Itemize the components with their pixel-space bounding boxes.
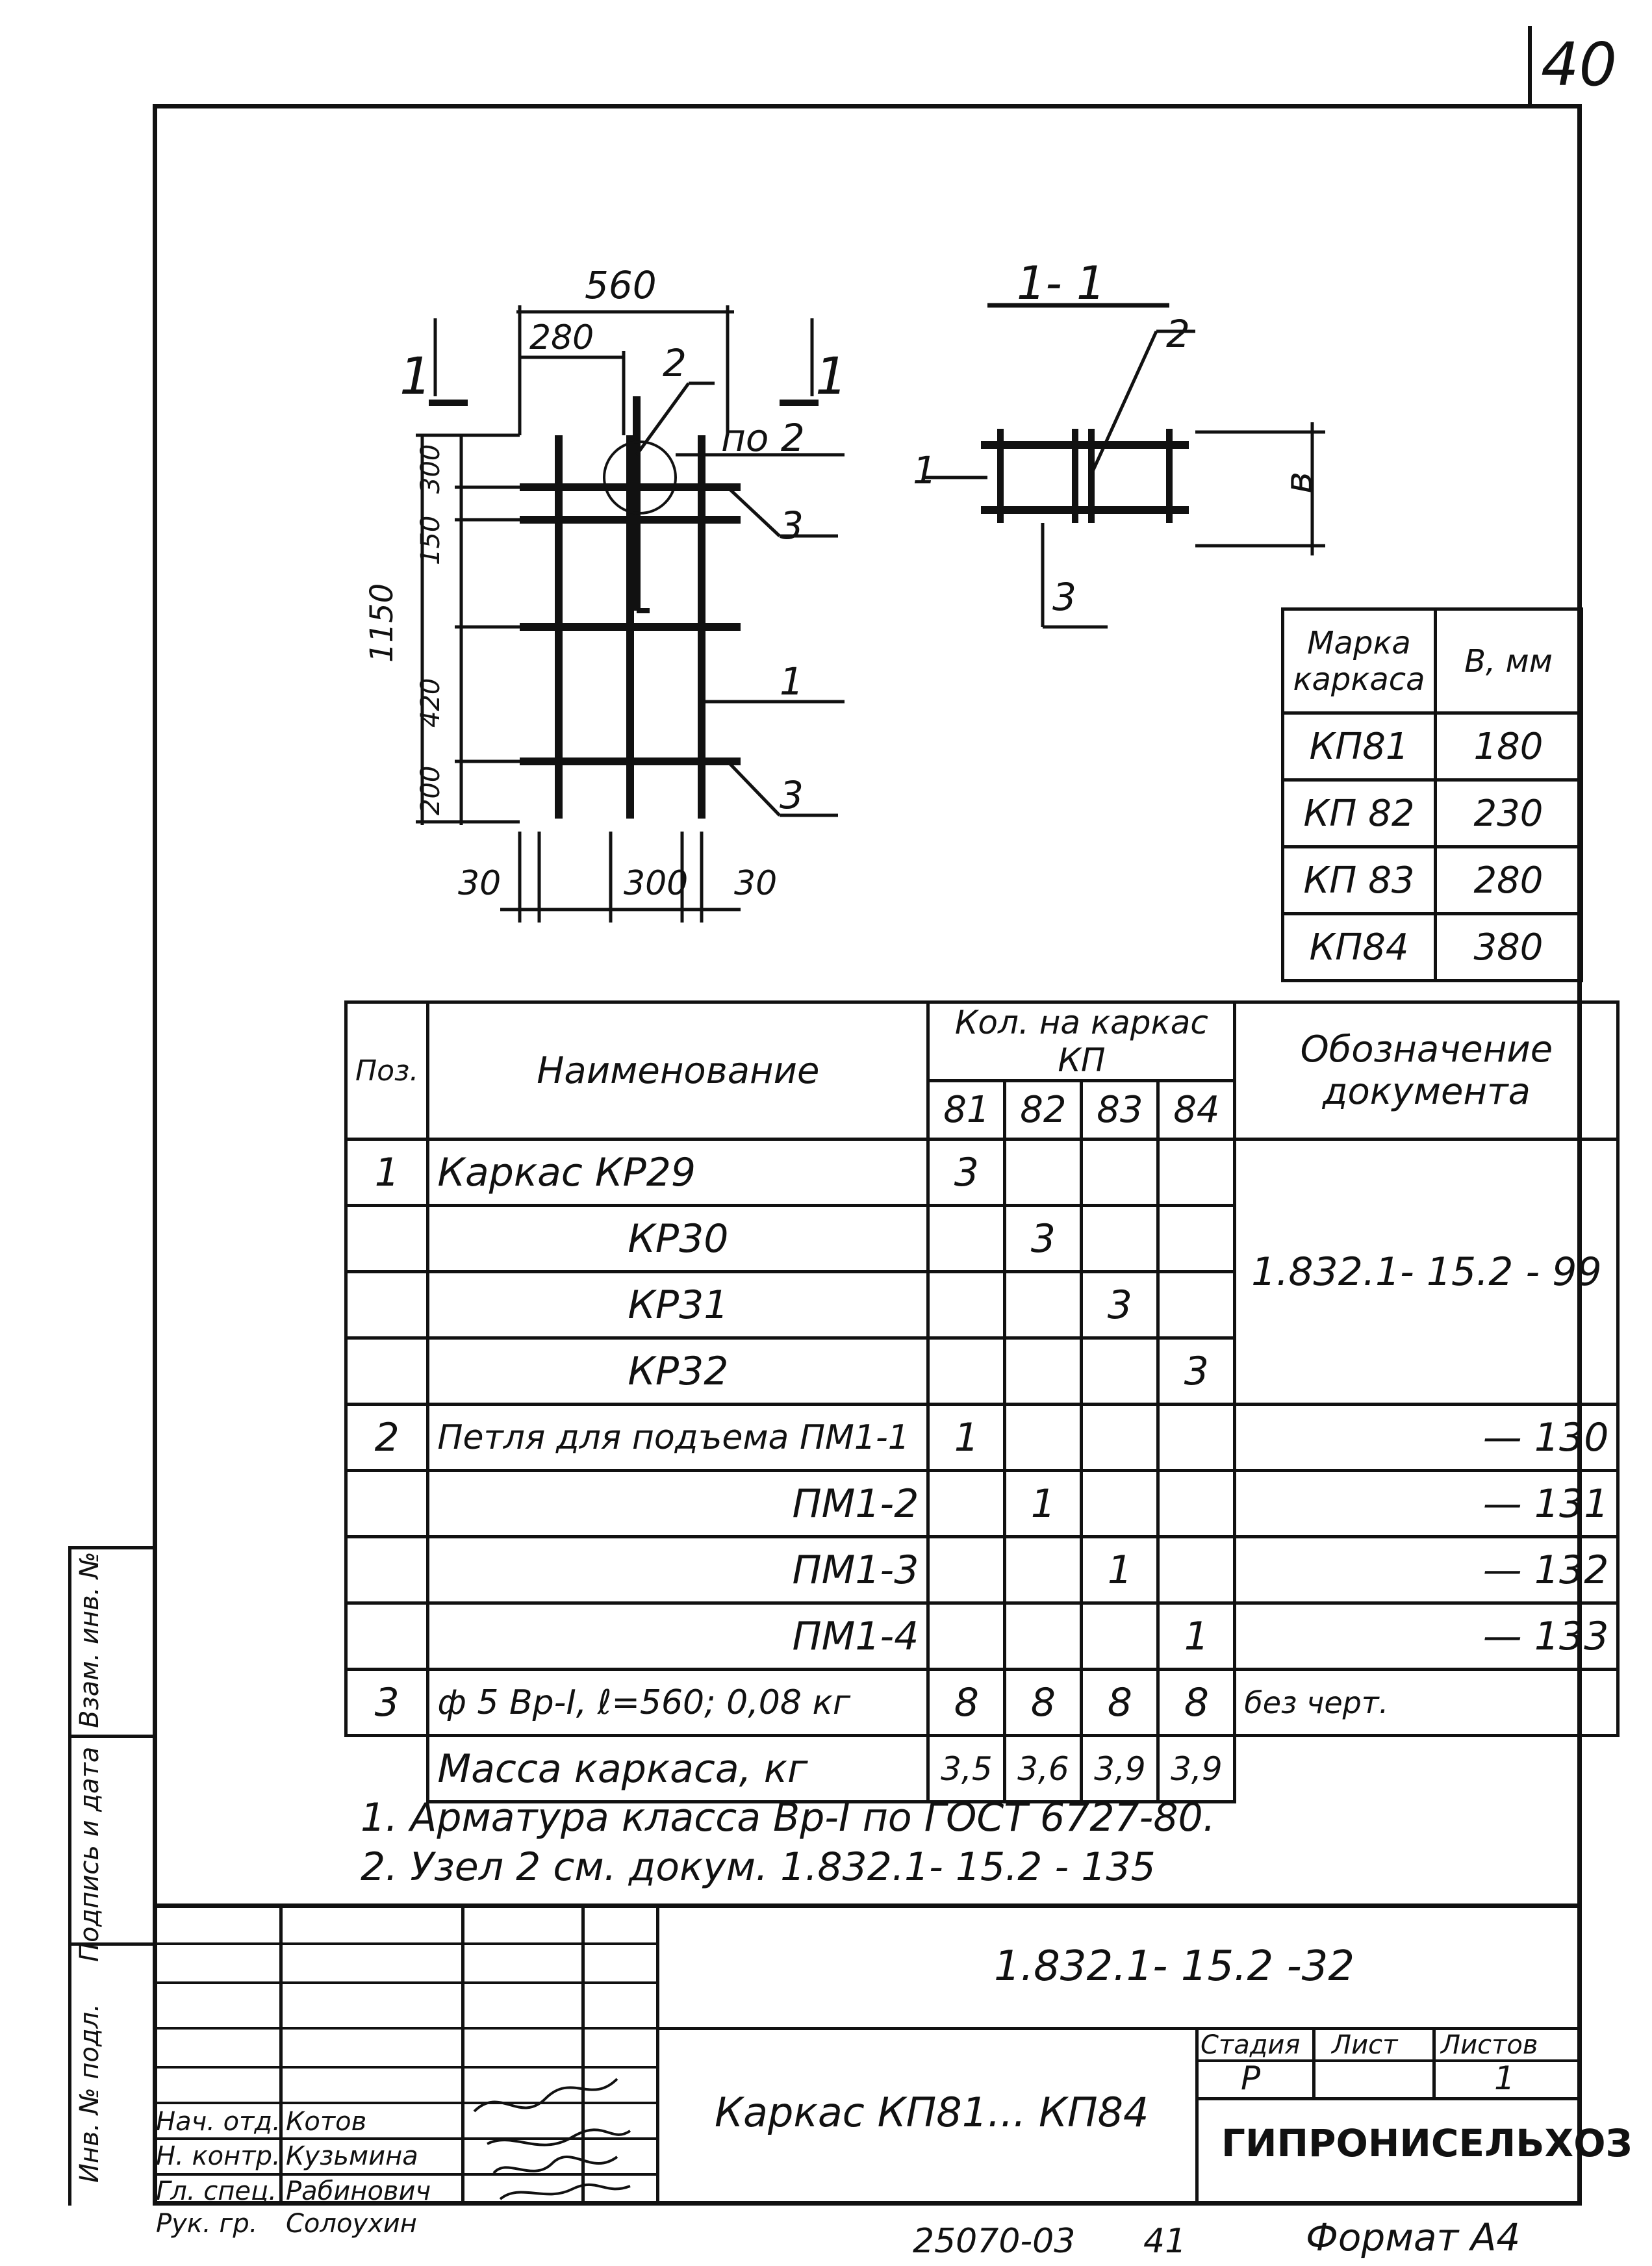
spec-q81 [928,1272,1005,1338]
stage-value: Р [1241,2059,1261,2097]
spec-q81: 8 [928,1670,1005,1736]
spec-q83: 8 [1082,1670,1158,1736]
dim-half-width: 280 [529,318,594,357]
spec-q81: 1 [928,1405,1005,1471]
spec-q83 [1082,1603,1158,1670]
sidebar-divider [68,1735,153,1738]
spec-pos: 3 [346,1670,428,1736]
footer-page-num: 41 [1143,2222,1187,2261]
doc-code: 1.832.1- 15.2 -32 [994,1942,1355,1991]
spec-q83: 3,9 [1082,1736,1158,1802]
spec-name: ПМ1-4 [428,1603,928,1670]
spec-q84: 3,9 [1158,1736,1235,1802]
spec-q82 [1005,1338,1082,1405]
name-4: Солоухин [286,2209,417,2239]
spec-q84 [1158,1206,1235,1272]
spec-header-row [346,1002,1618,1081]
spec-q82 [1005,1603,1082,1670]
spec-q83: 3 [1082,1272,1158,1338]
name-3: Рабинович [286,2176,431,2206]
dim-v-420: 420 [416,678,446,728]
spec-row [346,1471,1618,1537]
spec-pos: 1 [346,1139,428,1206]
spec-q81 [928,1471,1005,1537]
name-2: Кузьмина [286,2141,418,2171]
spec-row [346,1405,1618,1471]
spec-header-qty: Кол. на каркас КП [928,1002,1235,1081]
footer-format: Формат А4 [1306,2215,1521,2260]
spec-q83 [1082,1405,1158,1471]
section-dim-b: в [1277,471,1321,494]
notes [361,1793,1215,1892]
tb-vline-sheets [1432,2027,1436,2098]
spec-doc-group: 1.832.1- 15.2 - 99 [1235,1139,1618,1405]
spec-doc: — 132 [1235,1537,1618,1603]
spec-q83 [1082,1139,1158,1206]
spec-pos [346,1206,428,1272]
sidebar-podpis-data: Подпись и дата [75,1746,105,1962]
btab-row [1283,713,1582,780]
btab-header-row [1283,609,1582,713]
spec-pos [346,1272,428,1338]
specification-table [344,1000,1620,1803]
spec-name: ПМ1-2 [428,1471,928,1537]
cut-label-right: 1 [815,348,848,406]
dim-height-total: 1150 [364,583,400,663]
signatures [461,2066,656,2206]
role-4: Рук. гр. [156,2209,258,2239]
spec-q83 [1082,1206,1158,1272]
spec-q83 [1082,1338,1158,1405]
spec-q81 [928,1338,1005,1405]
spec-q84 [1158,1471,1235,1537]
spec-header-q81: 81 [928,1081,1005,1139]
btab-row [1283,914,1582,981]
btab-b: 280 [1436,847,1582,914]
organization: ГИПРОНИСЕЛЬХОЗ [1221,2121,1633,2165]
spec-doc: — 131 [1235,1471,1618,1537]
spec-name: ф 5 Вр-I, ℓ=560; 0,08 кг [428,1670,928,1736]
dim-bottom-300: 300 [624,864,689,903]
spec-q81 [928,1206,1005,1272]
note-2: 2. Узел 2 см. докум. 1.832.1- 15.2 - 135 [361,1844,1156,1890]
spec-row [346,1139,1618,1206]
cage-elevation-drawing [364,247,883,942]
spec-name: КР31 [428,1272,928,1338]
spec-q84 [1158,1272,1235,1338]
section-pos2: 2 [1166,312,1190,356]
header-sheets: Листов [1441,2030,1538,2060]
spec-pos [346,1603,428,1670]
spec-row [346,1603,1618,1670]
dim-v-150: 150 [416,515,446,565]
dim-bottom-30b: 30 [734,864,778,903]
spec-doc: без черт. [1235,1670,1618,1736]
tb-hline-left-2 [153,1981,659,1984]
spec-q84 [1158,1139,1235,1206]
label-pos1: 1 [780,659,804,704]
spec-q82: 1 [1005,1471,1082,1537]
sidebar-inv-podl: Инв. № подл. [75,2004,105,2183]
spec-name: Каркас КР29 [428,1139,928,1206]
header-sheet: Лист [1332,2030,1398,2060]
role-2: Н. контр. [156,2141,281,2171]
role-3: Гл. спец. [156,2176,277,2206]
spec-header-q83: 83 [1082,1081,1158,1139]
sheet-number-divider [1528,26,1532,104]
dim-v-200: 200 [416,765,446,815]
spec-q84 [1158,1405,1235,1471]
spec-header-q82: 82 [1005,1081,1082,1139]
spec-name: КР30 [428,1206,928,1272]
spec-name: КР32 [428,1338,928,1405]
tb-vline-sheet [1312,2027,1315,2098]
spec-pos [346,1338,428,1405]
spec-pos [346,1537,428,1603]
btab-b: 230 [1436,780,1582,847]
btab-mark: КП81 [1283,713,1436,780]
header-stage: Стадия [1201,2030,1301,2060]
section-pos1: 1 [913,448,937,492]
cut-label-left: 1 [400,348,432,406]
tb-vline-stage [1195,2027,1199,2206]
spec-q82 [1005,1272,1082,1338]
spec-q84: 3 [1158,1338,1235,1405]
spec-pos: 2 [346,1405,428,1471]
spec-doc: — 130 [1235,1405,1618,1471]
spec-q81 [928,1603,1005,1670]
dim-overall-width: 560 [585,263,657,307]
tb-hline-left-3 [153,2027,659,2030]
spec-name: Петля для подъема ПМ1-1 [428,1405,928,1471]
spec-q81 [928,1537,1005,1603]
btab-mark: КП 83 [1283,847,1436,914]
footer-order-num: 25070-03 [913,2222,1076,2261]
tb-hline-left-1 [153,1942,659,1945]
section-drawing [896,299,1364,637]
frame-width-table [1281,607,1583,982]
sheets-value: 1 [1494,2059,1515,2097]
drawing-title: Каркас КП81... КП84 [715,2089,1149,2136]
spec-q82 [1005,1139,1082,1206]
spec-header-q84: 84 [1158,1081,1235,1139]
section-pos3: 3 [1052,575,1076,619]
btab-header-mark: Марка каркаса [1283,609,1436,713]
spec-header-doc: Обозначение документа [1235,1002,1618,1139]
btab-row [1283,847,1582,914]
label-po2: по 2 [721,416,805,460]
btab-row [1283,780,1582,847]
spec-header-name: Наименование [428,1002,928,1139]
role-1: Нач. отд. [156,2107,281,2137]
spec-q83: 1 [1082,1537,1158,1603]
spec-name: Масса каркаса, кг [428,1736,928,1802]
spec-q82: 3 [1005,1206,1082,1272]
spec-q81: 3,5 [928,1736,1005,1802]
spec-q84: 1 [1158,1603,1235,1670]
btab-header-b: В, мм [1436,609,1582,713]
btab-b: 380 [1436,914,1582,981]
spec-name: ПМ1-3 [428,1537,928,1603]
spec-empty-cell [1235,1736,1618,1802]
label-pos3-lower: 3 [780,773,804,817]
spec-q83 [1082,1471,1158,1537]
spec-header-pos: Поз. [346,1002,428,1139]
spec-row-mass [346,1736,1618,1802]
section-title: 1- 1 [1017,257,1106,310]
label-pos3-upper: 3 [780,503,804,548]
spec-q82: 3,6 [1005,1736,1082,1802]
spec-pos [346,1471,428,1537]
sidebar-vzam-inv: Взам. инв. № [75,1551,105,1728]
tb-vline-4 [656,1903,659,2206]
btab-mark: КП 82 [1283,780,1436,847]
label-pos2: 2 [663,341,687,385]
name-1: Котов [286,2107,367,2137]
sheet-number: 40 [1541,30,1618,99]
spec-q82 [1005,1537,1082,1603]
spec-doc: — 133 [1235,1603,1618,1670]
note-1: 1. Арматура класса Вр-I по ГОСТ 6727-80. [361,1795,1215,1840]
spec-row [346,1537,1618,1603]
spec-pos [346,1736,428,1802]
btab-mark: КП84 [1283,914,1436,981]
dim-v-300: 300 [416,444,446,494]
spec-q81: 3 [928,1139,1005,1206]
spec-q82 [1005,1405,1082,1471]
btab-b: 180 [1436,713,1582,780]
dim-bottom-30a: 30 [458,864,502,903]
spec-q84 [1158,1537,1235,1603]
spec-row [346,1670,1618,1736]
tb-hline-stage-2 [1195,2097,1582,2100]
spec-q84: 8 [1158,1670,1235,1736]
spec-q82: 8 [1005,1670,1082,1736]
